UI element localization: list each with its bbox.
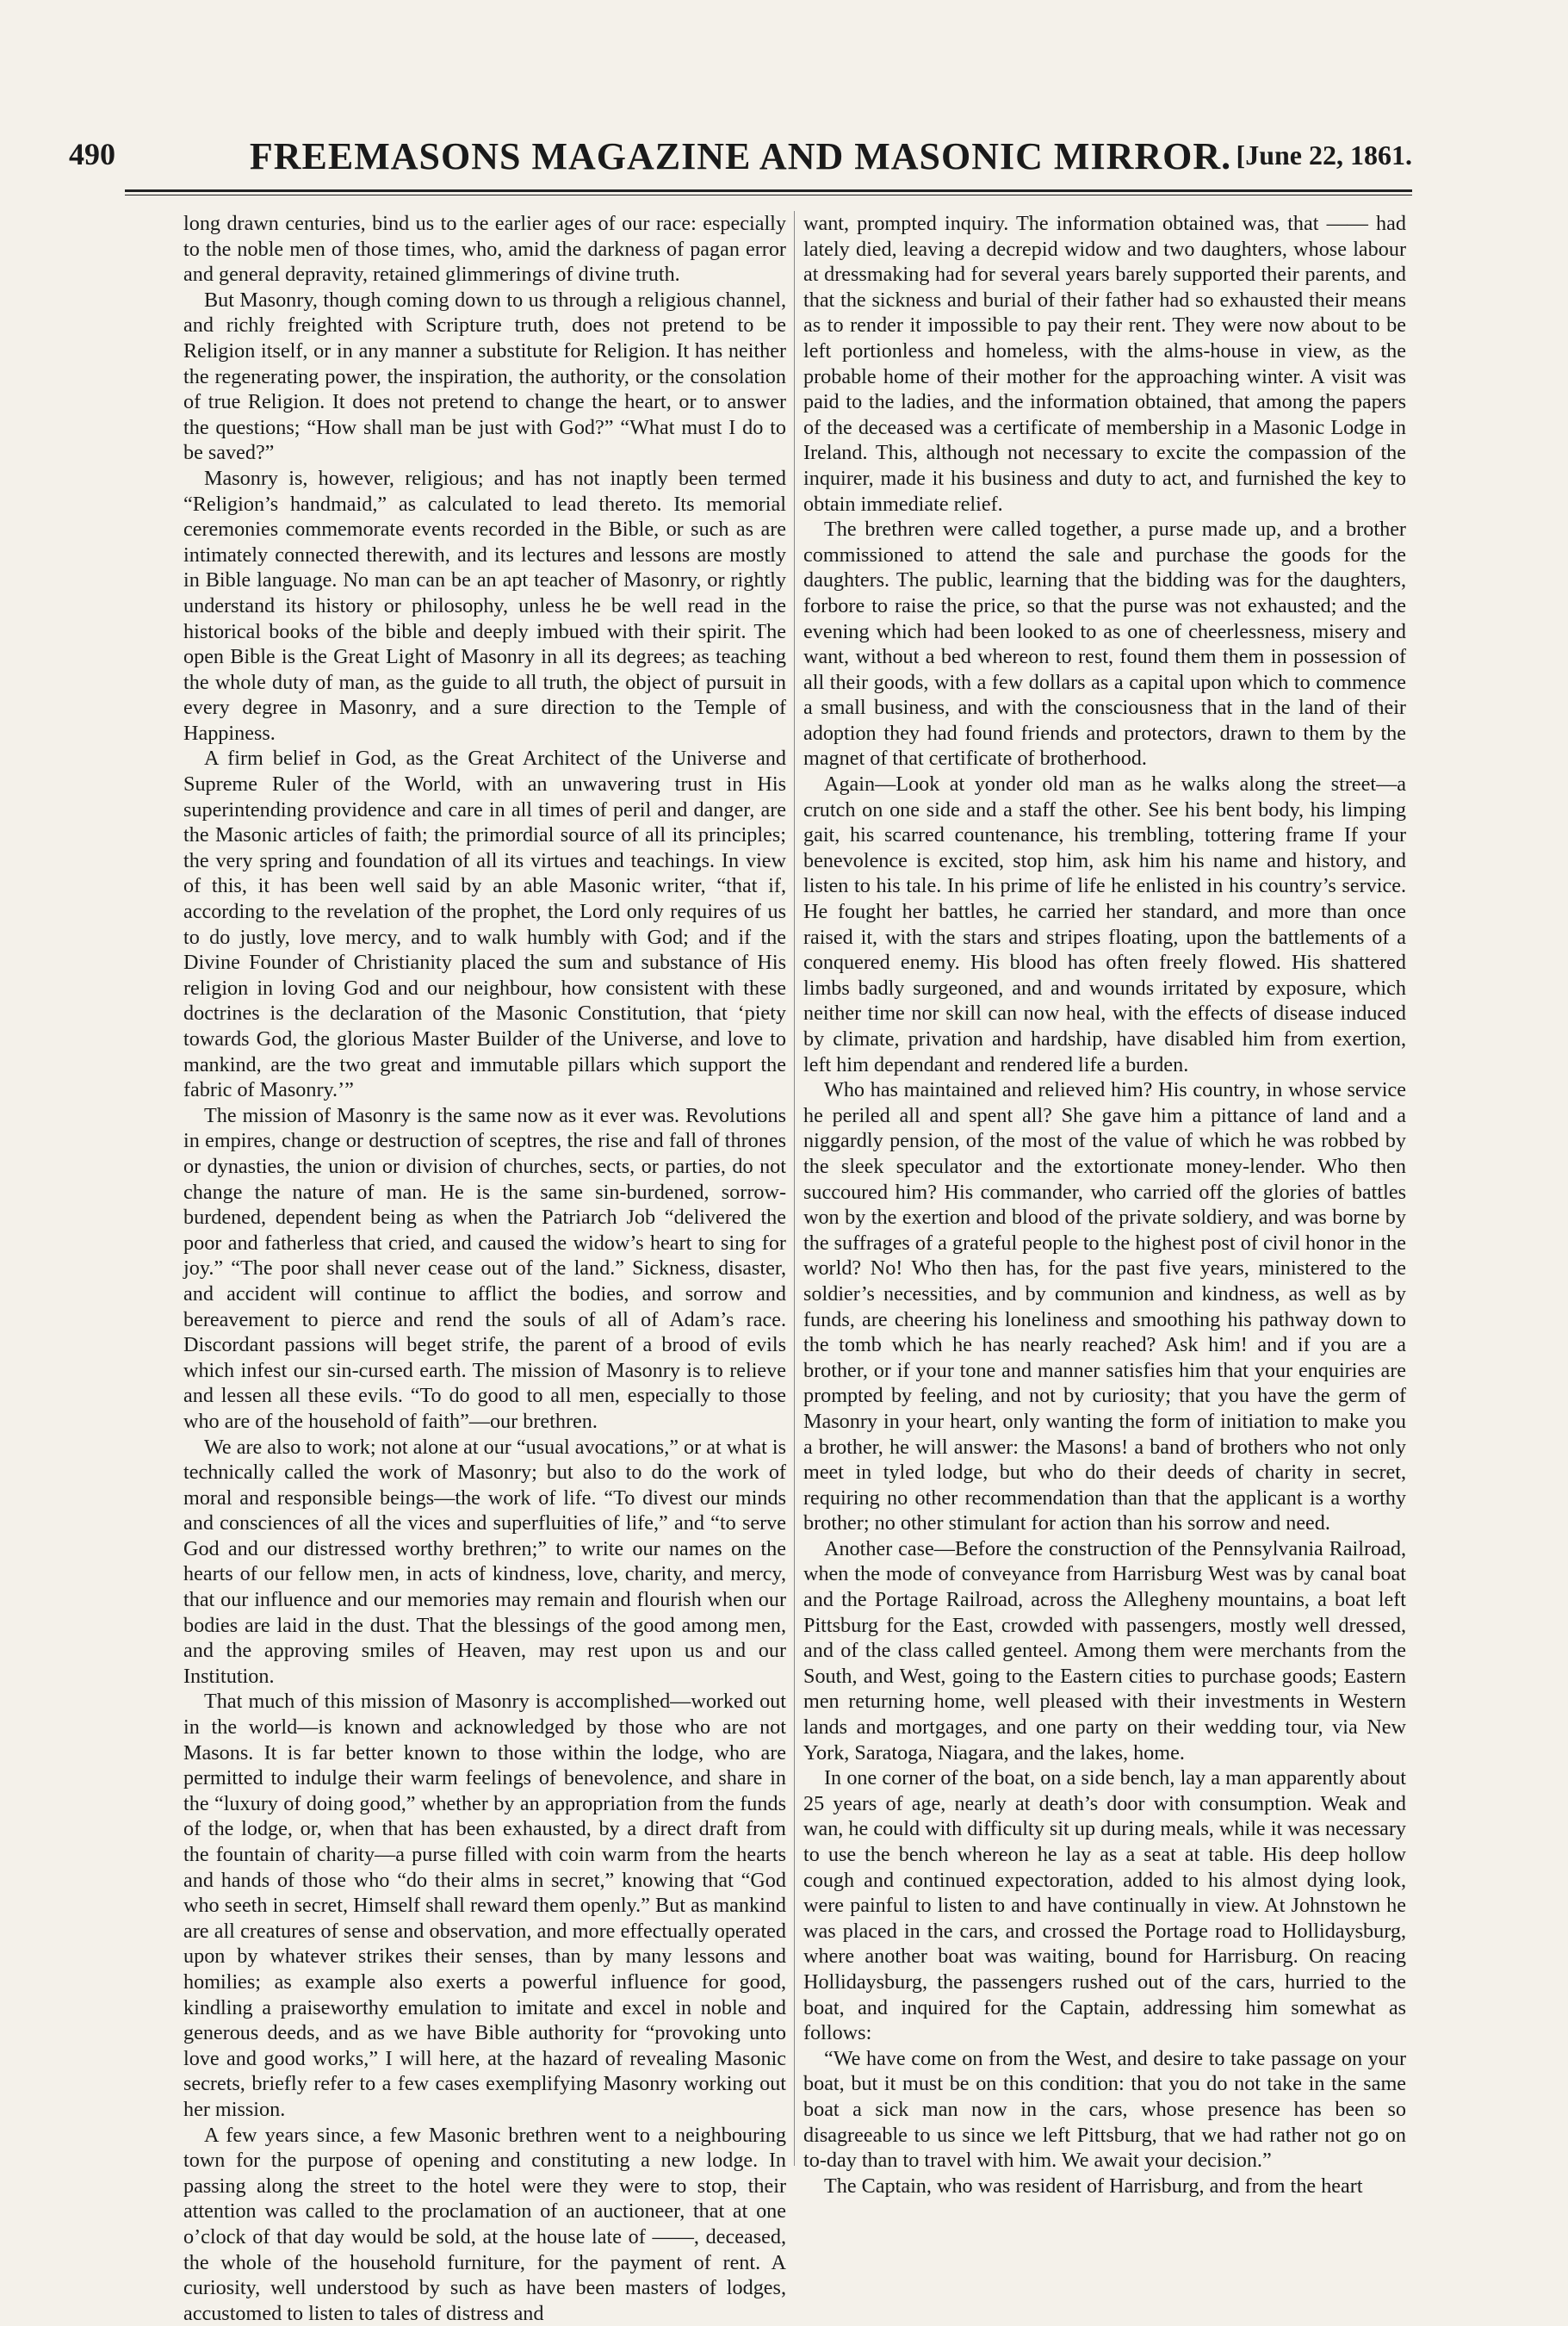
paragraph: long drawn centuries, bind us to the earlier ages of our race: especially to the noble men of those times, who, amid the darkness of pagan error and general depravity, retained glimmerings of divine truth.: [183, 212, 786, 287]
paragraph: That much of this mission of Masonry is accomplished—worked out in the world—is known and acknowledged by those who are not Masons. It is far better known to those within the lodge, who are permitted to indulge their warm feelings of benevolence, and share in the “luxury of doing good,” whether by an appropriation from the funds of the lodge, or, when that has been exhausted, by a direct draft from the fountain of charity—a purse filled with coin warm from the hearts and hands of those who “do their alms in secret,” knowing that “God who seeth in secret, Himself shall reward them openly.” But as mankind are all creatures of sense and observation, and more effectually operated upon by whatever strikes their senses, than by many lessons and homilies; as example also exerts a powerful influence for good, kindling a praiseworthy emulation to imitate and excel in noble and generous deeds, and as we have Bible authority for “provoking unto love and good works,” I will here, at the hazard of revealing Masonic secrets, briefly refer to a few cases exemplifying Masonry working out her mission.: [183, 1690, 786, 2121]
paragraph: In one corner of the boat, on a side bench, lay a man apparently about 25 years of age, nearly at death’s door with consumption. Weak and wan, he could with difficulty sit up during meals, while it was necessary to use the bench whereon he lay as a seat at table. His deep hollow cough and continued expectoration, added to his almost dying look, were painful to listen to and have continually in view. At Johnstown he was placed in the cars, and crossed the Portage road to Hollidaysburg, where another boat was waiting, bound for Harrisburg. On reacing Hollidaysburg, the passengers rushed out of the cars, hurried to the boat, and inquired for the Captain, addressing him somewhat as follows:: [803, 1766, 1406, 2045]
issue-date: [June 22, 1861.: [1236, 140, 1412, 171]
left-column: [183, 211, 786, 2325]
paragraph: A firm belief in God, as the Great Architect of the Universe and Supreme Ruler of the World, with an unwavering trust in His superintending providence and care in all times of peril and danger, are the Masonic articles of faith; the primordial source of all its principles; the very spring and foundation of all its virtues and teachings. In view of this, it has been well said by an able Masonic writer, “that if, according to the revelation of the prophet, the Lord only requires of us to do justly, love mercy, and to walk humbly with God; and if the Divine Founder of Christianity placed the sum and substance of His religion in loving God and our neighbour, how consistent with these doctrines is the declaration of the Masonic Constitution, that ‘piety towards God, the glorious Master Builder of the Universe, and love to mankind, are the two great and immutable pillars which support the fabric of Masonry.’”: [183, 747, 786, 1102]
paragraph: The brethren were called together, a purse made up, and a brother commissioned to attend the sale and purchase the goods for the daughters. The public, learning that the bidding was for the daughters, forbore to raise the price, so that the purse was not exhausted; and the evening which had been looked to as one of cheerlessness, misery and want, without a bed whereon to rest, found them them in possession of all their goods, with a few dollars as a capital upon which to commence a small business, and with the consciousness that in the land of their adoption they had found friends and protectors, drawn to them by the magnet of that certificate of brotherhood.: [803, 518, 1406, 771]
paragraph: Again—Look at yonder old man as he walks along the street—a crutch on one side and a staff the other. See his bent body, his limping gait, his scarred countenance, his trembling, tottering frame If your benevolence is excited, stop him, ask him his name and history, and listen to his tale. In his prime of life he enlisted in his country’s service. He fought her battles, he carried her standard, and more than once raised it, with the stars and stripes floating, upon the battlements of a conquered enemy. His blood has often freely flowed. His shattered limbs badly surgeoned, and and wounds irritated by exposure, which neither time nor skill can now heal, with the effects of disease induced by climate, privation and hardship, have disabled him from exertion, left him dependant and rendered life a burden.: [803, 772, 1406, 1076]
paragraph: A few years since, a few Masonic brethren went to a neighbouring town for the purpose of opening and constituting a new lodge. In passing along the street to the hotel were they were to stop, their attention was called to the proclamation of an auctioneer, that at one o’clock of that day would be sold, at the house late of ——, deceased, the whole of the household furniture, for the payment of rent. A curiosity, well understood by such as have been masters of lodges, accustomed to listen to tales of distress and: [183, 2123, 786, 2325]
paragraph: The Captain, who was resident of Harrisburg, and from the heart: [824, 2174, 1363, 2198]
paragraph: Another case—Before the construction of the Pennsylvania Railroad, when the mode of conveyance from Harrisburg West was by canal boat and the Portage Railroad, across the Allegheny mountains, a boat left Pittsburg for the East, crowded with passengers, mostly well dressed, and of the class called genteel. Among them were merchants from the South, and West, going to the Eastern cities to purchase goods; Eastern men returning home, well pleased with their investments in Western lands and mortgages, and one party on their wedding tour, via New York, Saratoga, Niagara, and the lakes, home.: [803, 1536, 1406, 1765]
page-number: 490: [69, 137, 115, 171]
header-rule-thick: [125, 189, 1412, 192]
paragraph: Who has maintained and relieved him? His country, in whose service he periled all and spent all? She gave him a pittance of land and a niggardly pension, of the most of the value of which he was robbed by the sleek speculator and the extortionate money-lender. Who then succoured him? His commander, who carried off the glories of battles won by the exertion and blood of the private soldiery, and was borne by the suffrages of a grateful people to the highest post of civil honor in the world? No! Who then has, for the past five years, ministered to the soldier’s necessities, and by communion and kindness, as well as by funds, are cheering his loneliness and smoothing his pathway down to the tomb which he has nearly reached? Ask him! and if you are a brother, or if your tone and manner satisfies him that your enquiries are prompted by feeling, and not by curiosity; that you have the germ of Masonry in your heart, only wanting the form of initiation to make you a brother, he will answer: the Masons! a band of brothers who not only meet in tyled lodge, but who do their deeds of charity in secret, requiring no other recommendation than that the applicant is a worthy brother; no other stimulant for action than his sorrow and need.: [803, 1078, 1406, 1535]
paragraph: “We have come on from the West, and desire to take passage on your boat, but it must be on this condition: that you do not take in the same boat a sick man now in the cars, whose presence has been so disagreeable to us since we left Pittsburg, that we had rather not go on to-day than to travel with him. We await your decision.”: [803, 2046, 1406, 2173]
page-header: [69, 127, 1412, 188]
paragraph: We are also to work; not alone at our “usual avocations,” or at what is technically called the work of Masonry; but also to do the work of moral and responsible beings—the work of life. “To divest our minds and consciences of all the vices and superfluities of life,” and “to serve God and our distressed worthy brethren;” to write our names on the hearts of our fellow men, in acts of kindness, love, charity, and mercy, that our influence and our memories may remain and flourish when our bodies are laid in the dust. That the blessings of the good among men, and the approving smiles of Heaven, may rest upon us and our Institution.: [183, 1435, 786, 1688]
masthead-title: FREEMASONS MAGAZINE AND MASONIC MIRROR.: [249, 135, 1232, 177]
paragraph: Masonry is, however, religious; and has not inaptly been termed “Religion’s handmaid,” as calculated to lead thereto. Its memorial ceremonies commemorate events recorded in the Bible, or such as are intimately connected therewith, and its lectures and lessons are mostly in Bible language. No man can be an apt teacher of Masonry, or rightly understand its history or philosophy, unless he be well read in the historical books of the bible and deeply imbued with their spirit. The open Bible is the Great Light of Masonry in all its degrees; as teaching the whole duty of man, as the guide to all truth, the object of pursuit in every degree in Masonry, and a sure direction to the Temple of Happiness.: [183, 466, 786, 745]
paragraph: The mission of Masonry is the same now as it ever was. Revolutions in empires, change or destruction of sceptres, the rise and fall of thrones or dynasties, the union or division of churches, sects, or parties, do not change the nature of man. He is the same sin-burdened, sorrow-burdened, dependent being as when the Patriarch Job “delivered the poor and fatherless that cried, and caused the widow’s heart to sing for joy.” “The poor shall never cease out of the land.” Sickness, disaster, and accident will continue to afflict the bodies, and sorrow and bereavement to pierce and rend the souls of all of Adam’s race. Discordant passions will beget strife, the parent of a brood of evils which infest our sin-cursed earth. The mission of Masonry is to relieve and lessen all these evils. “To do good to all men, especially to those who are of the household of faith”—our brethren.: [183, 1103, 786, 1433]
column-divider: [794, 211, 795, 2166]
paragraph: But Masonry, though coming down to us through a religious channel, and richly freighted with Scripture truth, does not pretend to be Religion itself, or in any manner a substitute for Religion. It has neither the regenerating power, the inspiration, the authority, or the consolation of true Religion. It does not pretend to change the heart, or to answer the questions; “How shall man be just with God?” “What must I do to be saved?”: [183, 288, 786, 465]
right-column: [803, 211, 1406, 2198]
paragraph: want, prompted inquiry. The information obtained was, that —— had lately died, leaving a decrepid widow and two daughters, whose labour at dressmaking had for several years barely supported their parents, and that the sickness and burial of their father had so exhausted their means as to render it impossible to pay their rent. They were now about to be left portionless and homeless, with the alms-house in view, as the probable home of their mother for the approaching winter. A visit was paid to the ladies, and the information obtained, that among the papers of the deceased was a certificate of membership in a Masonic Lodge in Ireland. This, although not necessary to excite the compassion of the inquirer, made it his business and duty to act, and furnished the key to obtain immediate relief.: [803, 212, 1406, 516]
